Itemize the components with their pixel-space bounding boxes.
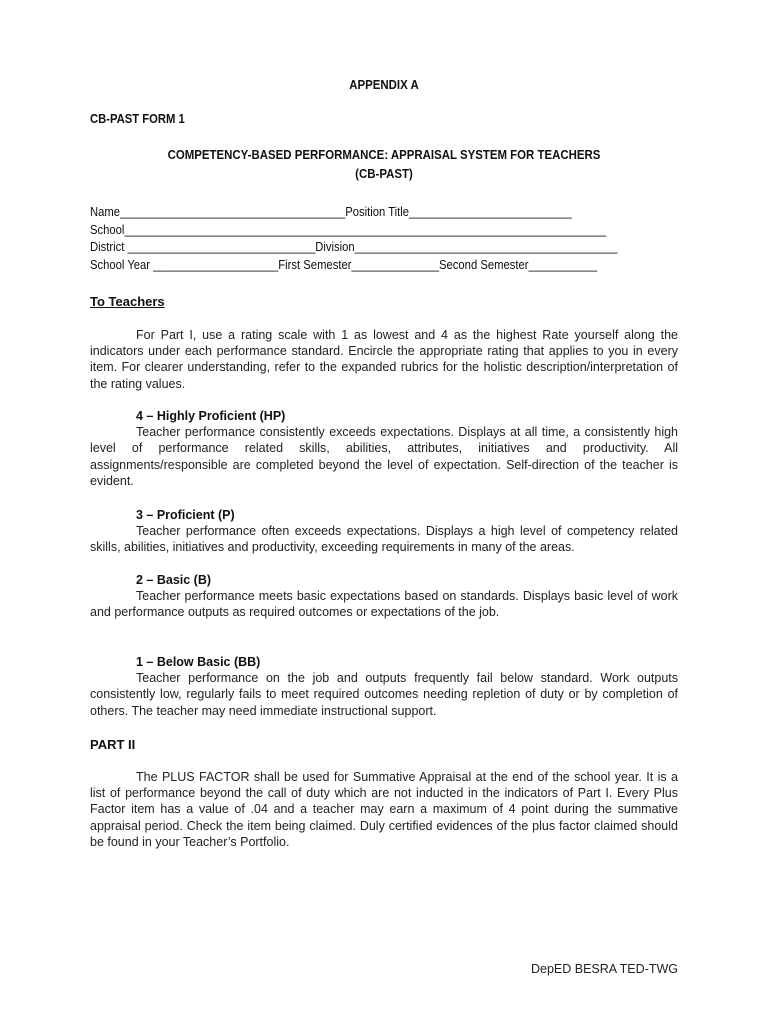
level-1-title: 1 – Below Basic (BB)	[136, 655, 261, 669]
school-year-semester-field: School Year ____________________First Semester______________Second Semester___________	[90, 257, 598, 272]
part-2-heading: PART II	[90, 737, 136, 752]
level-3-title: 3 – Proficient (P)	[136, 508, 235, 522]
level-2-title: 2 – Basic (B)	[136, 573, 212, 587]
footer-text: DepED BESRA TED-TWG	[530, 962, 678, 976]
level-3-description: Teacher performance often exceeds expectations. Displays a high level of competency related skills, abilities, initiatives and productivity, exceeding requirements in many of the areas.	[90, 524, 678, 555]
form-number: CB-PAST FORM 1	[90, 112, 185, 126]
intro-paragraph: For Part I, use a rating scale with 1 as lowest and 4 as the highest Rate yourself along the indicators under each performance standard. Encircle the appropriate rating that applies to you in every item. For clearer understanding, refer to the expanded rubrics for the holistic description/interpretation of the rating values.	[90, 328, 678, 391]
level-1-description: Teacher performance on the job and outputs frequently fail below standard. Work outputs consistently low, regularly fails to meet required outcomes needing repletion of duty or by completion of others. The teacher may need immediate instructional support.	[90, 671, 678, 718]
document-subtitle: (CB-PAST)	[355, 166, 413, 181]
level-3-section	[90, 507, 678, 556]
school-field: School_____________________________________________________________________________	[90, 222, 607, 237]
district-division-field: District ______________________________Division__________________________________________	[90, 240, 618, 254]
to-teachers-heading: To Teachers	[90, 294, 165, 309]
level-2-section	[90, 572, 678, 621]
level-4-section	[90, 408, 678, 489]
level-4-description: Teacher performance consistently exceeds expectations. Displays at all time, a consistently high level of performance related skills, abilities, attributes, initiatives and productivity. All assignments/responsible are completed beyond the level of expectation. Self-direction of the teacher is evident.	[90, 425, 678, 488]
level-1-section	[90, 654, 678, 719]
appendix-label: APPENDIX A	[349, 77, 419, 92]
document-title: COMPETENCY-BASED PERFORMANCE: APPRAISAL SYSTEM FOR TEACHERS	[167, 147, 601, 162]
name-position-field: Name____________________________________Position Title__________________________	[90, 205, 572, 219]
part-2-paragraph: The PLUS FACTOR shall be used for Summative Appraisal at the end of the school year. It is a list of performance beyond the call of duty which are not inducted in the indicators of Part I. Every Plus Factor item has a value of .04 and a teacher may earn a maximum of 4 point during the summative appraisal period. Check the item being claimed. Duly certified evidences of the plus factor claimed should be found in your Teacher’s Portfolio.	[90, 770, 678, 849]
level-4-title: 4 – Highly Proficient (HP)	[136, 409, 286, 423]
form-fields	[90, 204, 684, 274]
level-2-description: Teacher performance meets basic expectations based on standards. Displays basic level of work and performance outputs as required outcomes or expectations of the job.	[90, 589, 678, 620]
